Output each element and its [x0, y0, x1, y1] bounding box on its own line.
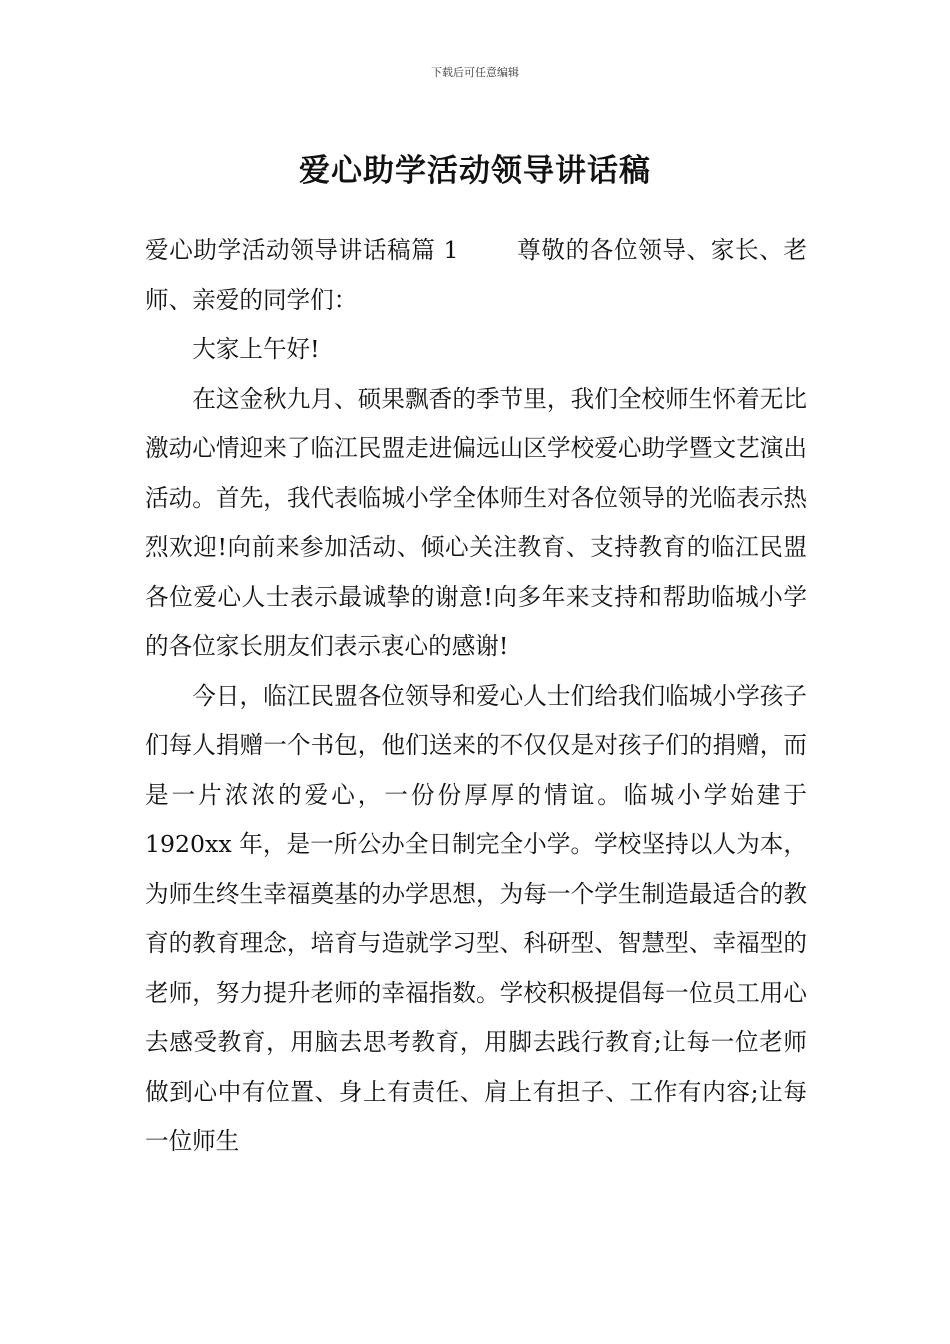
paragraph-school-intro: 今日，临江民盟各位领导和爱心人士们给我们临城小学孩子们每人捐赠一个书包，他们送来的不仅仅是对孩子们的捐赠，而是一片浓浓的爱心，一份份厚厚的情谊。临城小学始建于 1920xx 年，是一所公办全日制完全小学。学校坚持以人为本，为师生终生幸福奠基的办学思想，为每一个学生制造最适合的教育的教育理念，培育与造就学习型、科研型、智慧型、幸福型的老师，努力提升老师的幸福指数。学校积极提倡每一位员工用心去感受教育，用脑去思考教育，用脚去践行教育;让每一位老师做到心中有位置、身上有责任、肩上有担子、工作有内容;让每一位师生 [145, 681, 807, 1155]
paragraph-welcome: 在这金秋九月、硕果飘香的季节里，我们全校师生怀着无比激动心情迎来了临江民盟走进偏远山区学校爱心助学暨文艺演出活动。首先，我代表临城小学全体师生对各位领导的光临表示热烈欢迎!向前来参加活动、倾心关注教育、支持教育的临江民盟各位爱心人士表示最诚挚的谢意!向多年来支持和帮助临城小学的各位家长朋友们表示衷心的感谢! [145, 384, 807, 660]
paragraph-salutation [145, 226, 807, 325]
header-note: 下载后可任意编辑 [431, 66, 519, 79]
salutation-text: 尊敬的各位领导、家长、老师、亲爱的同学们： [145, 236, 807, 314]
document-body [145, 226, 807, 1167]
document-title: 爱心助学活动领导讲话稿 [299, 152, 651, 189]
paragraph-greeting: 大家上午好! [192, 335, 320, 363]
section-heading: 爱心助学活动领导讲话稿篇 1 [145, 236, 459, 264]
